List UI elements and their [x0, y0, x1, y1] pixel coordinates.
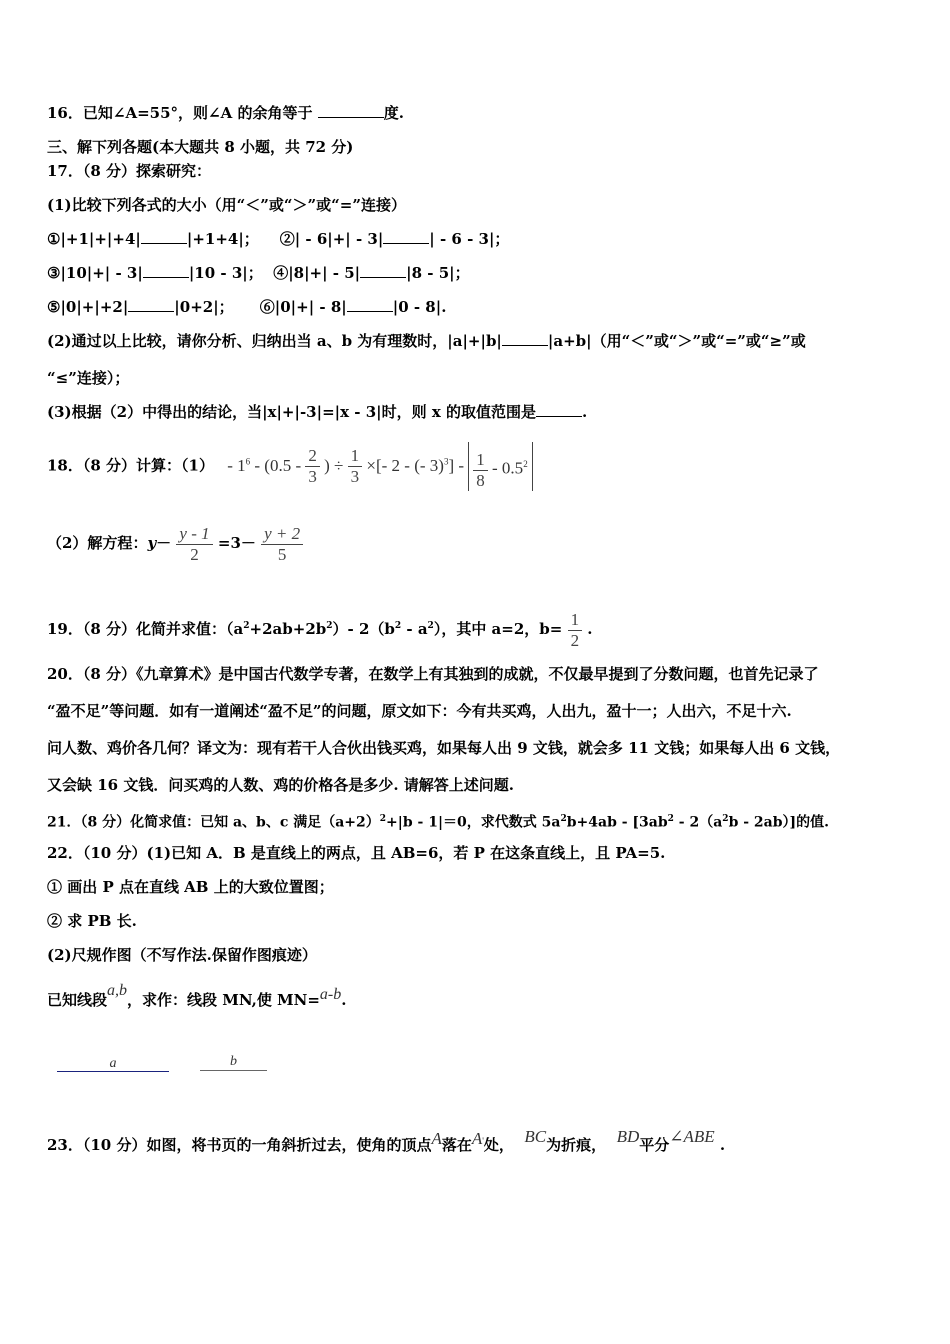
question-22-line4: (2)尺规作图（不写作法.保留作图痕迹） [47, 946, 317, 964]
question-17-row1: ①|+1|+|+4| |+1+4|； ②| - 6|+| - 3| | - 6 - 3|； [47, 230, 510, 248]
question-16: 16．已知∠A=55°，则∠A 的余角等于 度. [47, 104, 404, 122]
section-3-heading: 三、解下列各题(本大题共 8 小题，共 72 分) [47, 138, 354, 156]
question-19: 19．（8 分）化简并求值：$(a^2+2ab+2b^2)-$ $2(b^2 - a^2)$，其中 a=2，b= $\frac{1}{2}$ . [47, 609, 593, 650]
segment-b: b [200, 1050, 267, 1071]
question-23: 23．（10 分）如图，将书页的一角斜折过去，使角的顶点A落在A'处， BC为折痕， BD平分∠ABE . [47, 1127, 726, 1154]
question-20-line2: “盈不足”等问题．如有一道阐述“盈不足”的问题，原文如下：今有共买鸡，人出九，盈十一；人出六，不足十六. [47, 702, 792, 720]
question-20-line4: 又会缺 16 文钱．问买鸡的人数、鸡的价格各是多少. 请解答上述问题. [47, 776, 514, 794]
question-17-part2-cont: “≤”连接）； [47, 369, 130, 387]
question-17-part3: (3)根据（2）中得出的结论，当|x|+|-3|=|x - 3|时，则 x 的取值范围是 . [47, 403, 588, 421]
question-17-row2: ③|10|+| - 3| |10 - 3|； ④|8|+| - 5| |8 - 5|； [47, 264, 470, 282]
question-18-part1: 18．（8 分）计算：$(1) - 1^6 - (0.5$ - $\frac{2}{3}$ ) ÷ $\frac{1}{3}$ ×[- 2 - (- 3)$^3$] - $\frac{1}{8}$ - $0.5^2$ [47, 438, 533, 491]
question-21: 21．（8 分）化简求值：已知 a、b、c 满足$(a+2)^2+|b - 1|=0$，求代数式 $5a^2b+4ab - [3ab^2 - 2(a^2b - 2ab)]$的值. [47, 814, 830, 831]
question-17-part1: (1)比较下列各式的大小（用“＜”或“＞”或“=”连接） [47, 196, 406, 214]
question-17-title: 17．（8 分）探索研究： [47, 162, 212, 180]
question-20-line1: 20．（8 分）《九章算术》是中国古代数学专著，在数学上有其独到的成就，不仅最早提到了分数问题，也首先记录了 [47, 665, 819, 683]
question-22-line5: 已知线段a,b，求作：线段 MN,使 MN=a-b. [47, 982, 347, 1009]
question-17-row3: ⑤|0|+|+2| |0+2|； ⑥|0|+| - 8| |0 - 8|. [47, 298, 447, 316]
question-18-part2: （2）解方程：y－ $\frac{y - 1}{2}$ =3－ $\frac{y + 2}{5}$ [47, 520, 303, 566]
question-22-line3: ② 求 PB 长. [47, 912, 137, 930]
question-22-line2: ① 画出 P 点在直线 AB 上的大致位置图； [47, 878, 334, 896]
question-17-part2: (2)通过以上比较，请你分析、归纳出当 a、b 为有理数时，|a|+|b| |a+b|（用“＜”或“＞”或“=”或“≥”或 [47, 332, 806, 350]
question-20-line3: 问人数、鸡价各几何？译文为：现有若干人合伙出钱买鸡，如果每人出 9 文钱，就会多 11 文钱；如果每人出 6 文钱， [47, 739, 841, 757]
question-22-line1: 22．（10 分）(1)已知 A．B 是直线上的两点，且 AB=6，若 P 在这条直线上，且 PA=5. [47, 844, 666, 862]
segment-a: a [57, 1052, 169, 1072]
